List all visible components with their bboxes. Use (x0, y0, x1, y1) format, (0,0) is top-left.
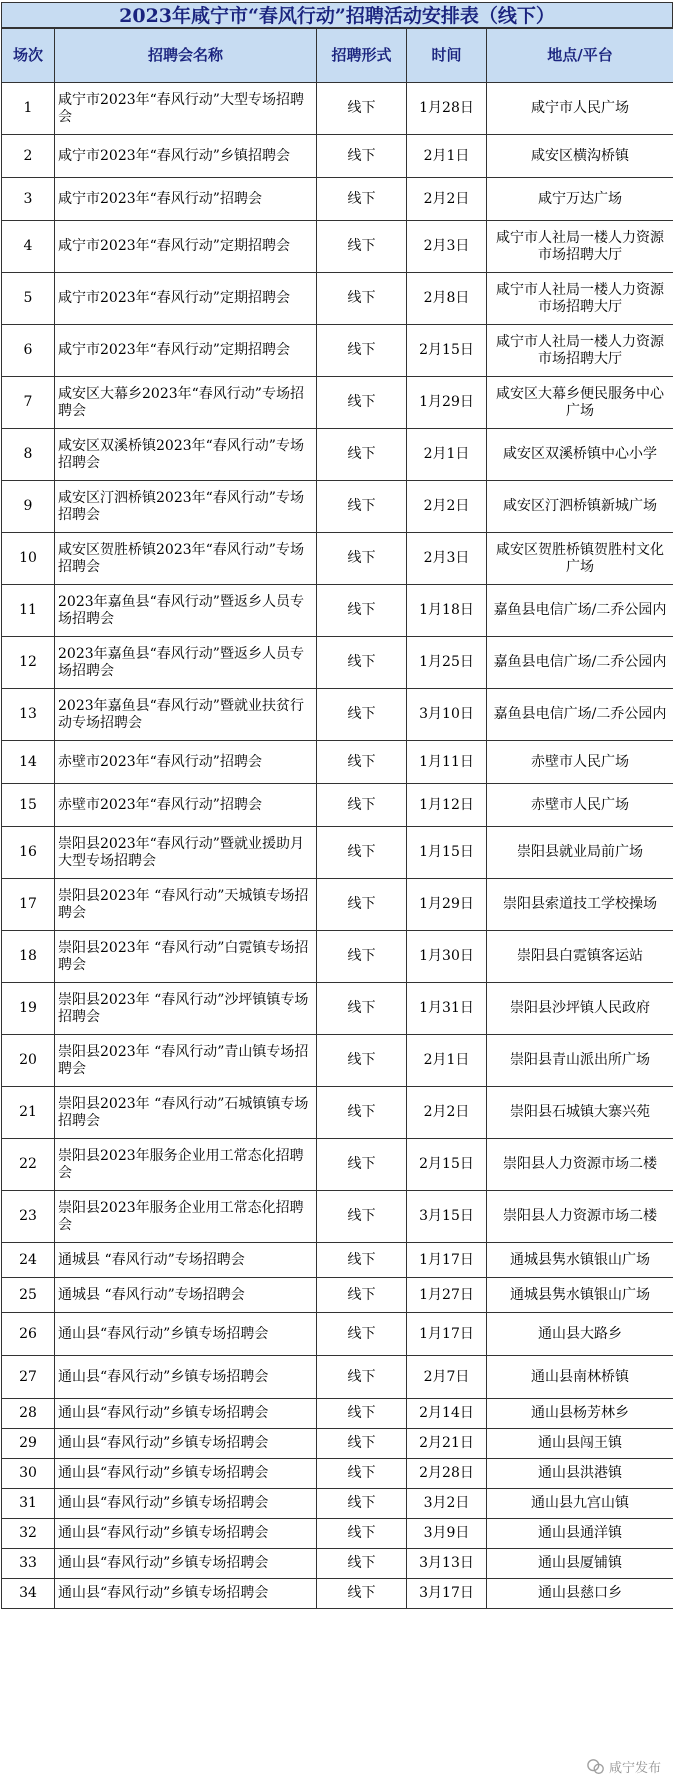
cell-name: 通城县 “春风行动”专场招聘会 (55, 1243, 317, 1278)
wechat-icon (587, 1758, 605, 1776)
cell-location: 通城县隽水镇银山广场 (487, 1278, 673, 1313)
cell-session: 18 (2, 931, 55, 983)
table-row (2, 879, 673, 931)
cell-location: 赤壁市人民广场 (487, 784, 673, 827)
cell-time: 1月28日 (407, 83, 487, 135)
cell-format: 线下 (317, 178, 407, 221)
cell-session: 11 (2, 585, 55, 637)
cell-name: 通山县“春风行动”乡镇专场招聘会 (55, 1429, 317, 1459)
cell-location: 通城县隽水镇银山广场 (487, 1243, 673, 1278)
cell-session: 12 (2, 637, 55, 689)
cell-name: 崇阳县2023年服务企业用工常态化招聘会 (55, 1191, 317, 1243)
cell-session: 31 (2, 1489, 55, 1519)
cell-name: 通山县“春风行动”乡镇专场招聘会 (55, 1549, 317, 1579)
cell-name: 咸宁市2023年“春风行动”乡镇招聘会 (55, 135, 317, 178)
cell-location: 赤壁市人民广场 (487, 741, 673, 784)
cell-time: 2月2日 (407, 178, 487, 221)
table-row (2, 429, 673, 481)
cell-format: 线下 (317, 135, 407, 178)
cell-location: 通山县大路乡 (487, 1313, 673, 1356)
cell-name: 通城县 “春风行动”专场招聘会 (55, 1278, 317, 1313)
table-row (2, 741, 673, 784)
cell-time: 2月8日 (407, 273, 487, 325)
cell-session: 21 (2, 1087, 55, 1139)
cell-format: 线下 (317, 1429, 407, 1459)
cell-name: 通山县“春风行动”乡镇专场招聘会 (55, 1356, 317, 1399)
cell-location: 咸安区横沟桥镇 (487, 135, 673, 178)
cell-name: 通山县“春风行动”乡镇专场招聘会 (55, 1313, 317, 1356)
cell-format: 线下 (317, 637, 407, 689)
cell-format: 线下 (317, 1399, 407, 1429)
cell-location: 崇阳县人力资源市场二楼 (487, 1139, 673, 1191)
cell-time: 1月17日 (407, 1243, 487, 1278)
cell-session: 27 (2, 1356, 55, 1399)
cell-time: 1月18日 (407, 585, 487, 637)
table-row (2, 931, 673, 983)
watermark (587, 1757, 661, 1776)
cell-location: 崇阳县青山派出所广场 (487, 1035, 673, 1087)
cell-format: 线下 (317, 429, 407, 481)
table-row (2, 533, 673, 585)
cell-time: 3月10日 (407, 689, 487, 741)
table-row (2, 585, 673, 637)
cell-name: 崇阳县2023年“春风行动”暨就业援助月大型专场招聘会 (55, 827, 317, 879)
cell-time: 1月27日 (407, 1278, 487, 1313)
cell-session: 32 (2, 1519, 55, 1549)
table-row (2, 1035, 673, 1087)
table-row (2, 983, 673, 1035)
table-row (2, 1087, 673, 1139)
cell-name: 通山县“春风行动”乡镇专场招聘会 (55, 1579, 317, 1609)
cell-format: 线下 (317, 1356, 407, 1399)
cell-format: 线下 (317, 1519, 407, 1549)
cell-location: 嘉鱼县电信广场/二乔公园内 (487, 689, 673, 741)
cell-location: 咸宁市人民广场 (487, 83, 673, 135)
cell-location: 嘉鱼县电信广场/二乔公园内 (487, 585, 673, 637)
cell-name: 崇阳县2023年 “春风行动”沙坪镇镇专场招聘会 (55, 983, 317, 1035)
cell-session: 9 (2, 481, 55, 533)
cell-location: 通山县南林桥镇 (487, 1356, 673, 1399)
cell-name: 咸宁市2023年“春风行动”大型专场招聘会 (55, 83, 317, 135)
table-row (2, 1243, 673, 1278)
table-row (2, 1356, 673, 1399)
header-location: 地点/平台 (487, 29, 673, 83)
cell-session: 28 (2, 1399, 55, 1429)
cell-name: 2023年嘉鱼县“春风行动”暨就业扶贫行动专场招聘会 (55, 689, 317, 741)
cell-format: 线下 (317, 1489, 407, 1519)
cell-name: 通山县“春风行动”乡镇专场招聘会 (55, 1489, 317, 1519)
cell-location: 咸宁市人社局一楼人力资源市场招聘大厅 (487, 221, 673, 273)
cell-session: 16 (2, 827, 55, 879)
cell-time: 1月29日 (407, 879, 487, 931)
table-row (2, 1139, 673, 1191)
cell-location: 崇阳县人力资源市场二楼 (487, 1191, 673, 1243)
cell-session: 13 (2, 689, 55, 741)
cell-time: 1月17日 (407, 1313, 487, 1356)
cell-format: 线下 (317, 377, 407, 429)
table-row (2, 1549, 673, 1579)
watermark-text: 咸宁发布 (608, 1761, 661, 1776)
cell-name: 崇阳县2023年 “春风行动”青山镇专场招聘会 (55, 1035, 317, 1087)
cell-location: 通山县杨芳林乡 (487, 1399, 673, 1429)
cell-time: 2月21日 (407, 1429, 487, 1459)
cell-session: 30 (2, 1459, 55, 1489)
cell-session: 1 (2, 83, 55, 135)
table-row (2, 1579, 673, 1609)
cell-location: 咸安区汀泗桥镇新城广场 (487, 481, 673, 533)
cell-name: 咸宁市2023年“春风行动”定期招聘会 (55, 273, 317, 325)
cell-location: 崇阳县就业局前广场 (487, 827, 673, 879)
cell-session: 7 (2, 377, 55, 429)
cell-format: 线下 (317, 273, 407, 325)
cell-session: 24 (2, 1243, 55, 1278)
cell-format: 线下 (317, 1278, 407, 1313)
cell-format: 线下 (317, 1579, 407, 1609)
cell-name: 崇阳县2023年 “春风行动”白霓镇专场招聘会 (55, 931, 317, 983)
cell-name: 崇阳县2023年 “春风行动”天城镇专场招聘会 (55, 879, 317, 931)
cell-time: 1月30日 (407, 931, 487, 983)
cell-location: 崇阳县索道技工学校操场 (487, 879, 673, 931)
cell-location: 通山县通洋镇 (487, 1519, 673, 1549)
table-row (2, 273, 673, 325)
cell-time: 3月2日 (407, 1489, 487, 1519)
cell-location: 通山县慈口乡 (487, 1579, 673, 1609)
cell-location: 咸宁市人社局一楼人力资源市场招聘大厅 (487, 273, 673, 325)
cell-session: 3 (2, 178, 55, 221)
cell-name: 通山县“春风行动”乡镇专场招聘会 (55, 1459, 317, 1489)
cell-location: 咸安区大幕乡便民服务中心广场 (487, 377, 673, 429)
cell-location: 咸宁市人社局一楼人力资源市场招聘大厅 (487, 325, 673, 377)
table-row (2, 481, 673, 533)
cell-location: 通山县厦铺镇 (487, 1549, 673, 1579)
cell-format: 线下 (317, 784, 407, 827)
cell-time: 1月11日 (407, 741, 487, 784)
cell-session: 25 (2, 1278, 55, 1313)
header-format: 招聘形式 (317, 29, 407, 83)
table-row (2, 827, 673, 879)
cell-format: 线下 (317, 983, 407, 1035)
table-row (2, 1519, 673, 1549)
cell-name: 崇阳县2023年服务企业用工常态化招聘会 (55, 1139, 317, 1191)
header-time: 时间 (407, 29, 487, 83)
cell-time: 2月2日 (407, 481, 487, 533)
cell-time: 2月2日 (407, 1087, 487, 1139)
cell-name: 咸宁市2023年“春风行动”定期招聘会 (55, 221, 317, 273)
cell-session: 6 (2, 325, 55, 377)
cell-session: 22 (2, 1139, 55, 1191)
cell-session: 29 (2, 1429, 55, 1459)
table-row (2, 1429, 673, 1459)
cell-time: 1月12日 (407, 784, 487, 827)
cell-time: 2月28日 (407, 1459, 487, 1489)
cell-name: 咸安区双溪桥镇2023年“春风行动”专场招聘会 (55, 429, 317, 481)
cell-format: 线下 (317, 1549, 407, 1579)
cell-session: 20 (2, 1035, 55, 1087)
cell-name: 2023年嘉鱼县“春风行动”暨返乡人员专场招聘会 (55, 637, 317, 689)
header-row (2, 29, 673, 83)
cell-time: 2月7日 (407, 1356, 487, 1399)
cell-location: 咸安区贺胜桥镇贺胜村文化广场 (487, 533, 673, 585)
cell-name: 咸宁市2023年“春风行动”定期招聘会 (55, 325, 317, 377)
cell-session: 4 (2, 221, 55, 273)
table-title: 2023年咸宁市“春风行动”招聘活动安排表（线下） (1, 2, 673, 28)
cell-format: 线下 (317, 1243, 407, 1278)
cell-time: 1月25日 (407, 637, 487, 689)
cell-name: 通山县“春风行动”乡镇专场招聘会 (55, 1519, 317, 1549)
cell-session: 15 (2, 784, 55, 827)
cell-location: 嘉鱼县电信广场/二乔公园内 (487, 637, 673, 689)
cell-session: 17 (2, 879, 55, 931)
cell-location: 通山县闯王镇 (487, 1429, 673, 1459)
cell-time: 2月3日 (407, 221, 487, 273)
cell-session: 5 (2, 273, 55, 325)
cell-time: 3月17日 (407, 1579, 487, 1609)
cell-name: 崇阳县2023年 “春风行动”石城镇镇专场招聘会 (55, 1087, 317, 1139)
table-row (2, 221, 673, 273)
cell-time: 1月29日 (407, 377, 487, 429)
cell-time: 3月9日 (407, 1519, 487, 1549)
table-row (2, 1489, 673, 1519)
cell-location: 崇阳县白霓镇客运站 (487, 931, 673, 983)
table-row (2, 784, 673, 827)
cell-name: 咸安区大幕乡2023年“春风行动”专场招聘会 (55, 377, 317, 429)
cell-name: 咸安区贺胜桥镇2023年“春风行动”专场招聘会 (55, 533, 317, 585)
table-row (2, 325, 673, 377)
cell-format: 线下 (317, 879, 407, 931)
table-row (2, 377, 673, 429)
table-row (2, 83, 673, 135)
cell-location: 通山县九宫山镇 (487, 1489, 673, 1519)
schedule-sheet (1, 2, 673, 1609)
cell-name: 咸宁市2023年“春风行动”招聘会 (55, 178, 317, 221)
table-row (2, 1459, 673, 1489)
cell-format: 线下 (317, 931, 407, 983)
cell-time: 2月3日 (407, 533, 487, 585)
cell-format: 线下 (317, 827, 407, 879)
cell-time: 3月15日 (407, 1191, 487, 1243)
table-row (2, 1313, 673, 1356)
cell-session: 23 (2, 1191, 55, 1243)
cell-location: 通山县洪港镇 (487, 1459, 673, 1489)
cell-format: 线下 (317, 1035, 407, 1087)
cell-name: 赤壁市2023年“春风行动”招聘会 (55, 784, 317, 827)
table-row (2, 637, 673, 689)
cell-location: 咸安区双溪桥镇中心小学 (487, 429, 673, 481)
cell-format: 线下 (317, 221, 407, 273)
cell-session: 34 (2, 1579, 55, 1609)
cell-format: 线下 (317, 1191, 407, 1243)
cell-session: 10 (2, 533, 55, 585)
cell-location: 崇阳县石城镇大寨兴苑 (487, 1087, 673, 1139)
cell-location: 崇阳县沙坪镇人民政府 (487, 983, 673, 1035)
cell-name: 2023年嘉鱼县“春风行动”暨返乡人员专场招聘会 (55, 585, 317, 637)
cell-session: 2 (2, 135, 55, 178)
cell-name: 咸安区汀泗桥镇2023年“春风行动”专场招聘会 (55, 481, 317, 533)
header-session: 场次 (2, 29, 55, 83)
table-row (2, 689, 673, 741)
cell-name: 赤壁市2023年“春风行动”招聘会 (55, 741, 317, 784)
cell-format: 线下 (317, 1459, 407, 1489)
cell-time: 2月15日 (407, 1139, 487, 1191)
cell-time: 2月15日 (407, 325, 487, 377)
header-name: 招聘会名称 (55, 29, 317, 83)
cell-format: 线下 (317, 1087, 407, 1139)
cell-session: 19 (2, 983, 55, 1035)
table-row (2, 1278, 673, 1313)
schedule-table (1, 28, 673, 1609)
cell-format: 线下 (317, 689, 407, 741)
cell-format: 线下 (317, 1139, 407, 1191)
cell-time: 2月1日 (407, 135, 487, 178)
cell-format: 线下 (317, 325, 407, 377)
cell-location: 咸宁万达广场 (487, 178, 673, 221)
cell-time: 1月31日 (407, 983, 487, 1035)
cell-time: 1月15日 (407, 827, 487, 879)
table-row (2, 178, 673, 221)
table-row (2, 135, 673, 178)
cell-time: 3月13日 (407, 1549, 487, 1579)
table-row (2, 1191, 673, 1243)
cell-format: 线下 (317, 585, 407, 637)
cell-name: 通山县“春风行动”乡镇专场招聘会 (55, 1399, 317, 1429)
cell-format: 线下 (317, 741, 407, 784)
cell-time: 2月14日 (407, 1399, 487, 1429)
cell-session: 14 (2, 741, 55, 784)
cell-format: 线下 (317, 481, 407, 533)
cell-time: 2月1日 (407, 429, 487, 481)
cell-time: 2月1日 (407, 1035, 487, 1087)
cell-session: 8 (2, 429, 55, 481)
cell-session: 26 (2, 1313, 55, 1356)
table-body (2, 83, 673, 1609)
cell-session: 33 (2, 1549, 55, 1579)
cell-format: 线下 (317, 1313, 407, 1356)
cell-format: 线下 (317, 83, 407, 135)
table-row (2, 1399, 673, 1429)
cell-format: 线下 (317, 533, 407, 585)
